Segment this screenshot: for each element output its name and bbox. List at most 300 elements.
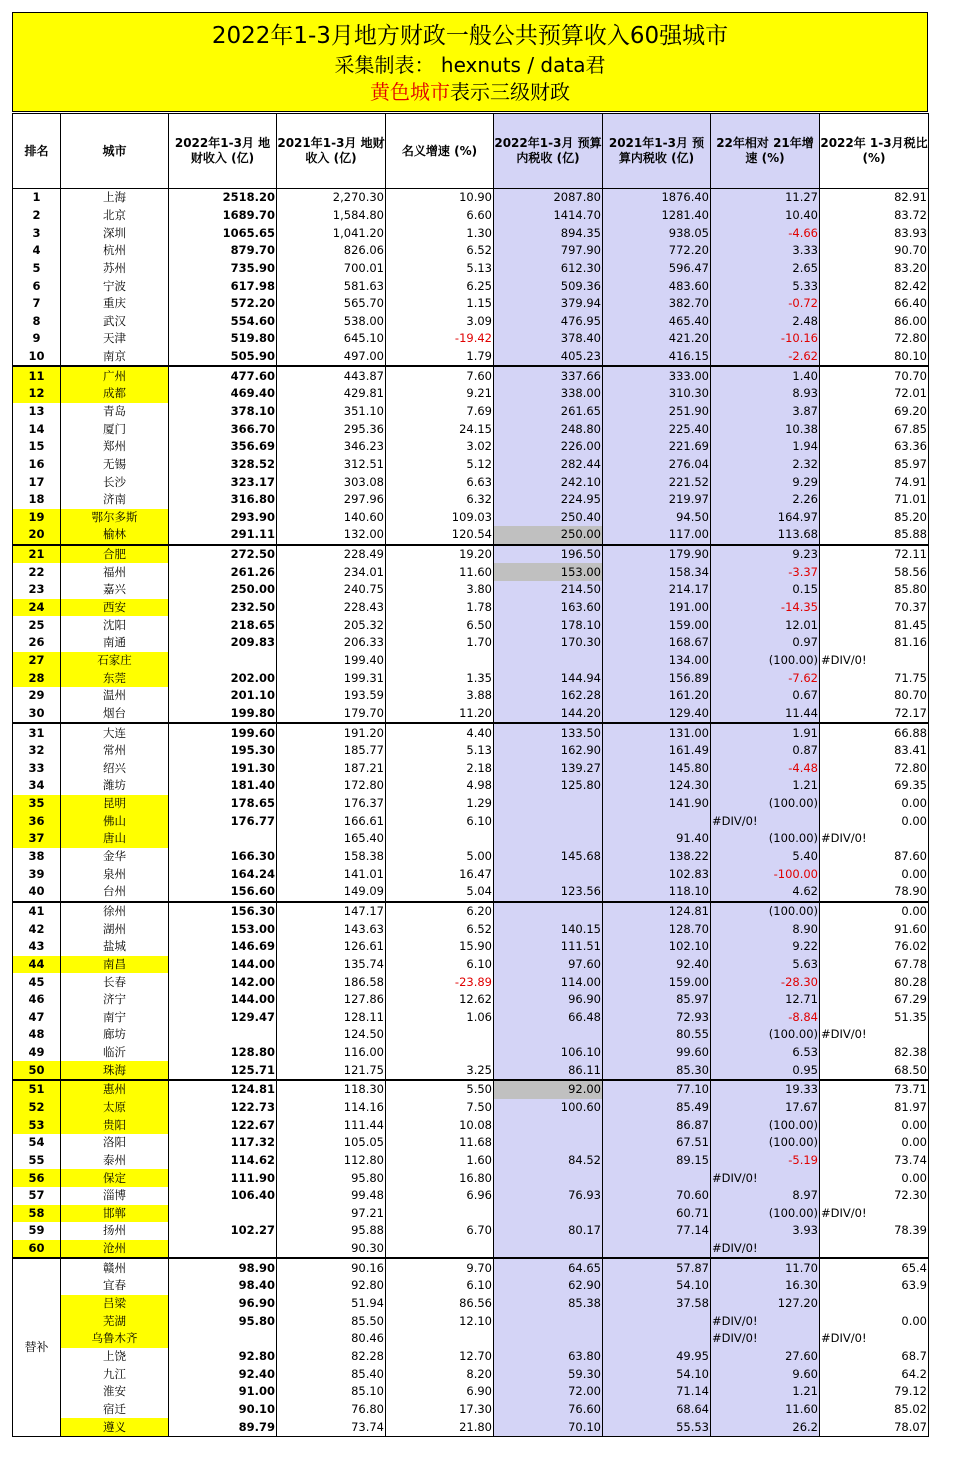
cell-rev2021: 581.63 (277, 277, 386, 295)
cell-rev2021: 105.05 (277, 1134, 386, 1152)
cell-rank: 41 (13, 902, 61, 921)
cell-tax2022: 106.10 (494, 1044, 603, 1062)
cell-tax2021: 91.40 (603, 830, 711, 848)
cell-rev2021: 114.16 (277, 1099, 386, 1117)
cell-tax-growth: 10.38 (711, 420, 820, 438)
cell-tax-growth: 0.67 (711, 687, 820, 705)
cell-tax-growth: 0.97 (711, 634, 820, 652)
cell-tax2022: 111.51 (494, 938, 603, 956)
cell-growth: -19.42 (386, 330, 494, 348)
cell-rev2021: 158.38 (277, 848, 386, 866)
cell-tax2022: 84.52 (494, 1152, 603, 1170)
cell-rank: 47 (13, 1008, 61, 1026)
cell-growth: 3.80 (386, 581, 494, 599)
table-row (13, 1330, 929, 1348)
cell-rev2022: 293.90 (169, 509, 277, 527)
cell-rank: 6 (13, 277, 61, 295)
cell-growth: 6.20 (386, 902, 494, 921)
table-row (13, 509, 929, 527)
cell-city: 廊坊 (61, 1026, 169, 1044)
cell-rev2022: 2518.20 (169, 189, 277, 207)
cell-tax-ratio: 87.60 (820, 848, 929, 866)
table-row (13, 1365, 929, 1383)
table-row (13, 1080, 929, 1099)
cell-rev2022: 477.60 (169, 366, 277, 385)
cell-tax-growth: -5.19 (711, 1152, 820, 1170)
cell-growth: 1.30 (386, 224, 494, 242)
table-row (13, 723, 929, 742)
cell-tax2022: 509.36 (494, 277, 603, 295)
cell-city: 泉州 (61, 865, 169, 883)
cell-growth: 4.98 (386, 777, 494, 795)
cell-tax2022: 97.60 (494, 956, 603, 974)
cell-tax2021: 382.70 (603, 295, 711, 313)
table-row (13, 1258, 929, 1277)
cell-tax-ratio: 80.10 (820, 348, 929, 367)
cell-growth: 16.80 (386, 1169, 494, 1187)
cell-tax-ratio: 78.07 (820, 1418, 929, 1436)
cell-tax-growth: 11.27 (711, 189, 820, 207)
cell-tax2022: 163.60 (494, 599, 603, 617)
cell-rev2021: 51.94 (277, 1295, 386, 1313)
cell-rank: 26 (13, 634, 61, 652)
header-rev2021: 2021年1-3月 地财收入 (亿) (277, 114, 386, 189)
cell-tax2022: 226.00 (494, 438, 603, 456)
cell-city: 合肥 (61, 545, 169, 564)
cell-rank: 29 (13, 687, 61, 705)
cell-tax2021: 416.15 (603, 348, 711, 367)
cell-rev2022: 356.69 (169, 438, 277, 456)
cell-tax-growth: 9.23 (711, 545, 820, 564)
cell-rev2021: 85.40 (277, 1365, 386, 1383)
cell-rev2022: 366.70 (169, 420, 277, 438)
cell-tax2022: 250.00 (494, 526, 603, 545)
cell-city: 重庆 (61, 295, 169, 313)
cell-rank: 16 (13, 456, 61, 474)
cell-tax-growth: 9.60 (711, 1365, 820, 1383)
cell-tax2022 (494, 1312, 603, 1330)
cell-tax-growth: -10.16 (711, 330, 820, 348)
cell-growth: 4.40 (386, 723, 494, 742)
cell-tax-growth: 11.70 (711, 1258, 820, 1277)
cell-tax-growth: 11.44 (711, 705, 820, 724)
cell-tax-growth: 6.53 (711, 1044, 820, 1062)
cell-rev2022 (169, 1330, 277, 1348)
table-row (13, 777, 929, 795)
table-row (13, 277, 929, 295)
cell-rev2022: 92.80 (169, 1348, 277, 1366)
cell-rank: 39 (13, 865, 61, 883)
cell-tax2021: 37.58 (603, 1295, 711, 1313)
cell-growth: 11.68 (386, 1134, 494, 1152)
table-row (13, 1026, 929, 1044)
cell-tax-ratio: 83.20 (820, 260, 929, 278)
cell-tax-growth: -0.72 (711, 295, 820, 313)
cell-rev2021: 112.80 (277, 1152, 386, 1170)
cell-city: 上海 (61, 189, 169, 207)
cell-rev2021: 826.06 (277, 242, 386, 260)
table-row (13, 456, 929, 474)
cell-tax2021: 138.22 (603, 848, 711, 866)
cell-city: 东莞 (61, 669, 169, 687)
cell-rev2021: 191.20 (277, 723, 386, 742)
cell-tax2021: 421.20 (603, 330, 711, 348)
cell-rank: 55 (13, 1152, 61, 1170)
cell-city: 石家庄 (61, 652, 169, 670)
table-row (13, 366, 929, 385)
cell-rank: 22 (13, 563, 61, 581)
cell-rank: 3 (13, 224, 61, 242)
cell-tax-growth: -3.37 (711, 563, 820, 581)
cell-tax-growth: 1.21 (711, 1383, 820, 1401)
cell-city: 烟台 (61, 705, 169, 724)
cell-growth: 3.88 (386, 687, 494, 705)
cell-tax2021: 1281.40 (603, 207, 711, 225)
cell-rev2022: 124.81 (169, 1080, 277, 1099)
cell-tax-ratio: 67.78 (820, 956, 929, 974)
cell-rev2021: 1,041.20 (277, 224, 386, 242)
legend-note (13, 79, 927, 106)
cell-tax-ratio: 64.2 (820, 1365, 929, 1383)
table-row (13, 260, 929, 278)
cell-rev2022: 272.50 (169, 545, 277, 564)
cell-tax2022 (494, 1169, 603, 1187)
cell-tax-growth: 9.22 (711, 938, 820, 956)
cell-tax2022: 114.00 (494, 973, 603, 991)
cell-tax-ratio: 68.7 (820, 1348, 929, 1366)
cell-rev2022: 128.80 (169, 1044, 277, 1062)
cell-tax-growth: (100.00) (711, 1116, 820, 1134)
cell-growth: 10.08 (386, 1116, 494, 1134)
cell-tax2022: 378.40 (494, 330, 603, 348)
cell-rev2022: 166.30 (169, 848, 277, 866)
table-row (13, 883, 929, 902)
cell-tax2021: 80.55 (603, 1026, 711, 1044)
cell-growth: 5.12 (386, 456, 494, 474)
cell-tax2022: 63.80 (494, 1348, 603, 1366)
cell-tax2022: 162.28 (494, 687, 603, 705)
cell-city: 潍坊 (61, 777, 169, 795)
cell-rank: 59 (13, 1222, 61, 1240)
cell-growth (386, 652, 494, 670)
cell-tax2022: 214.50 (494, 581, 603, 599)
cell-rev2021: 172.80 (277, 777, 386, 795)
cell-tax-growth: 8.93 (711, 385, 820, 403)
table-row (13, 563, 929, 581)
cell-tax-growth: 8.97 (711, 1187, 820, 1205)
cell-tax2022: 379.94 (494, 295, 603, 313)
cell-tax2022: 196.50 (494, 545, 603, 564)
table-row (13, 545, 929, 564)
cell-tax-growth: #DIV/0! (711, 1240, 820, 1259)
cell-rev2022: 554.60 (169, 312, 277, 330)
table-row (13, 1169, 929, 1187)
cell-rev2022: 195.30 (169, 742, 277, 760)
table-row (13, 760, 929, 778)
cell-growth: 12.10 (386, 1312, 494, 1330)
cell-rev2022: 96.90 (169, 1295, 277, 1313)
cell-rank: 38 (13, 848, 61, 866)
cell-tax-growth: 10.40 (711, 207, 820, 225)
cell-rev2021: 149.09 (277, 883, 386, 902)
cell-tax2022 (494, 652, 603, 670)
cell-tax-growth: -7.62 (711, 669, 820, 687)
cell-growth: 1.06 (386, 1008, 494, 1026)
cell-tax2022 (494, 830, 603, 848)
cell-tax-ratio: 81.16 (820, 634, 929, 652)
cell-tax2021: 131.00 (603, 723, 711, 742)
cell-rev2021: 73.74 (277, 1418, 386, 1436)
cell-growth: 3.02 (386, 438, 494, 456)
cell-rank: 56 (13, 1169, 61, 1187)
cell-growth: 2.18 (386, 760, 494, 778)
cell-tax2021: 117.00 (603, 526, 711, 545)
cell-tax-growth: 3.87 (711, 403, 820, 421)
cell-tax2021: 310.30 (603, 385, 711, 403)
cell-growth: 6.50 (386, 616, 494, 634)
cell-tax-growth: (100.00) (711, 1026, 820, 1044)
cell-growth: 3.25 (386, 1061, 494, 1080)
cell-growth: 9.70 (386, 1258, 494, 1277)
cell-growth (386, 830, 494, 848)
cell-tax2021: 124.81 (603, 902, 711, 921)
cell-rev2022: 378.10 (169, 403, 277, 421)
cell-rev2021: 95.80 (277, 1169, 386, 1187)
cell-rev2022: 122.73 (169, 1099, 277, 1117)
revenue-table (12, 113, 929, 1437)
cell-tax-ratio: 81.97 (820, 1099, 929, 1117)
cell-tax2022: 2087.80 (494, 189, 603, 207)
table-row (13, 1187, 929, 1205)
cell-rank: 23 (13, 581, 61, 599)
cell-tax2022: 80.17 (494, 1222, 603, 1240)
cell-tax2021: 156.89 (603, 669, 711, 687)
cell-rev2022: 111.90 (169, 1169, 277, 1187)
cell-tax-ratio: 73.74 (820, 1152, 929, 1170)
cell-tax-ratio: 67.29 (820, 991, 929, 1009)
cell-tax-ratio: 83.41 (820, 742, 929, 760)
cell-rev2022: 146.69 (169, 938, 277, 956)
cell-tax-growth: 11.60 (711, 1401, 820, 1419)
table-row (13, 385, 929, 403)
cell-tax-ratio (820, 1295, 929, 1313)
cell-tax2022: 96.90 (494, 991, 603, 1009)
cell-rev2022: 879.70 (169, 242, 277, 260)
cell-rev2022: 617.98 (169, 277, 277, 295)
cell-city: 上饶 (61, 1348, 169, 1366)
cell-tax-ratio: 66.40 (820, 295, 929, 313)
cell-rank: 25 (13, 616, 61, 634)
cell-tax-ratio: 71.01 (820, 491, 929, 509)
cell-city: 扬州 (61, 1222, 169, 1240)
cell-rank: 2 (13, 207, 61, 225)
cell-tax-ratio: 72.80 (820, 760, 929, 778)
cell-tax-ratio: 67.85 (820, 420, 929, 438)
cell-city: 惠州 (61, 1080, 169, 1099)
cell-rank: 46 (13, 991, 61, 1009)
cell-tax-growth: 3.33 (711, 242, 820, 260)
cell-rev2022: 735.90 (169, 260, 277, 278)
cell-tax2021: 772.20 (603, 242, 711, 260)
cell-tax-ratio: 0.00 (820, 1312, 929, 1330)
cell-tax2022: 72.00 (494, 1383, 603, 1401)
cell-rev2021: 228.43 (277, 599, 386, 617)
cell-rank: 54 (13, 1134, 61, 1152)
cell-rev2022: 316.80 (169, 491, 277, 509)
cell-tax2021: 938.05 (603, 224, 711, 242)
table-row (13, 438, 929, 456)
cell-tax-growth: 0.87 (711, 742, 820, 760)
cell-rank: 13 (13, 403, 61, 421)
cell-tax2021 (603, 1240, 711, 1259)
cell-growth: 5.13 (386, 742, 494, 760)
cell-city: 临沂 (61, 1044, 169, 1062)
table-row (13, 705, 929, 724)
cell-tax2021: 85.49 (603, 1099, 711, 1117)
cell-tax-ratio: 85.88 (820, 526, 929, 545)
author-line: 采集制表： hexnuts / data君 (334, 53, 606, 77)
table-row (13, 865, 929, 883)
cell-rev2021: 166.61 (277, 812, 386, 830)
cell-tax-ratio: 86.00 (820, 312, 929, 330)
cell-tax-ratio: 72.11 (820, 545, 929, 564)
table-row (13, 991, 929, 1009)
cell-tax2021: 276.04 (603, 456, 711, 474)
cell-rank: 52 (13, 1099, 61, 1117)
cell-tax-ratio: 83.93 (820, 224, 929, 242)
cell-growth (386, 1240, 494, 1259)
cell-tax-ratio: #DIV/0! (820, 1205, 929, 1223)
cell-rank: 7 (13, 295, 61, 313)
table-row (13, 1401, 929, 1419)
cell-tax2021: 77.10 (603, 1080, 711, 1099)
cell-city: 九江 (61, 1365, 169, 1383)
cell-tax-ratio: 82.91 (820, 189, 929, 207)
cell-rank: 50 (13, 1061, 61, 1080)
cell-rank: 57 (13, 1187, 61, 1205)
cell-growth: 12.62 (386, 991, 494, 1009)
cell-city: 南京 (61, 348, 169, 367)
cell-growth: 1.15 (386, 295, 494, 313)
cell-rev2022: 199.80 (169, 705, 277, 724)
cell-city: 广州 (61, 366, 169, 385)
cell-growth: 7.50 (386, 1099, 494, 1117)
cell-tax-ratio: 0.00 (820, 1169, 929, 1187)
cell-tax2021: 159.00 (603, 616, 711, 634)
cell-rev2022: 181.40 (169, 777, 277, 795)
cell-tax2021: 225.40 (603, 420, 711, 438)
cell-tax2021: 57.87 (603, 1258, 711, 1277)
table-row (13, 330, 929, 348)
cell-city: 淄博 (61, 1187, 169, 1205)
cell-rev2021: 97.21 (277, 1205, 386, 1223)
cell-city: 南宁 (61, 1008, 169, 1026)
cell-rank: 18 (13, 491, 61, 509)
cell-tax2021: 134.00 (603, 652, 711, 670)
cell-tax-ratio: 83.72 (820, 207, 929, 225)
cell-tax-growth: #DIV/0! (711, 1169, 820, 1187)
cell-rank: 44 (13, 956, 61, 974)
cell-rev2021: 143.63 (277, 920, 386, 938)
cell-city: 盐城 (61, 938, 169, 956)
table-row (13, 973, 929, 991)
cell-rank: 49 (13, 1044, 61, 1062)
cell-tax-growth: #DIV/0! (711, 812, 820, 830)
legend-text: 表示三级财政 (450, 80, 570, 104)
cell-rev2021: 297.96 (277, 491, 386, 509)
cell-tax-ratio: 85.02 (820, 1401, 929, 1419)
cell-rev2021: 85.50 (277, 1312, 386, 1330)
cell-rev2022: 98.90 (169, 1258, 277, 1277)
cell-tax2022: 261.65 (494, 403, 603, 421)
cell-tax-ratio: 0.00 (820, 1134, 929, 1152)
table-row (13, 1061, 929, 1080)
cell-tax2022: 153.00 (494, 563, 603, 581)
cell-rank: 20 (13, 526, 61, 545)
cell-tax-ratio: 68.50 (820, 1061, 929, 1080)
cell-rev2022 (169, 652, 277, 670)
cell-tax2022: 224.95 (494, 491, 603, 509)
cell-rank: 36 (13, 812, 61, 830)
cell-rank: 45 (13, 973, 61, 991)
cell-tax-growth: 2.26 (711, 491, 820, 509)
cell-tax-ratio: 58.56 (820, 563, 929, 581)
cell-tax-growth: #DIV/0! (711, 1312, 820, 1330)
cell-rev2021: 80.46 (277, 1330, 386, 1348)
cell-tax-ratio: #DIV/0! (820, 652, 929, 670)
cell-city: 吕梁 (61, 1295, 169, 1313)
cell-tax2021: 191.00 (603, 599, 711, 617)
cell-city: 洛阳 (61, 1134, 169, 1152)
cell-tax2021: 55.53 (603, 1418, 711, 1436)
table-row (13, 491, 929, 509)
cell-rank: 14 (13, 420, 61, 438)
cell-city: 无锡 (61, 456, 169, 474)
cell-tax2021: 77.14 (603, 1222, 711, 1240)
cell-tax2021 (603, 812, 711, 830)
cell-tax2021 (603, 1312, 711, 1330)
cell-tax-growth: 4.62 (711, 883, 820, 902)
table-row (13, 616, 929, 634)
cell-rev2021: 240.75 (277, 581, 386, 599)
cell-city: 嘉兴 (61, 581, 169, 599)
table-row (13, 812, 929, 830)
cell-growth: 6.52 (386, 920, 494, 938)
cell-rev2022: 232.50 (169, 599, 277, 617)
cell-rev2022: 291.11 (169, 526, 277, 545)
table-row (13, 1277, 929, 1295)
cell-city: 佛山 (61, 812, 169, 830)
cell-tax-ratio: 51.35 (820, 1008, 929, 1026)
cell-tax2021: 85.30 (603, 1061, 711, 1080)
cell-rev2022: 153.00 (169, 920, 277, 938)
cell-tax-growth: 16.30 (711, 1277, 820, 1295)
table-row (13, 1222, 929, 1240)
cell-city: 宿迁 (61, 1401, 169, 1419)
cell-tax2022: 76.60 (494, 1401, 603, 1419)
cell-rev2021: 186.58 (277, 973, 386, 991)
cell-rank: 43 (13, 938, 61, 956)
cell-growth: 11.20 (386, 705, 494, 724)
cell-rev2021: 165.40 (277, 830, 386, 848)
cell-tax2021: 251.90 (603, 403, 711, 421)
cell-city: 鄂尔多斯 (61, 509, 169, 527)
cell-rev2021: 443.87 (277, 366, 386, 385)
cell-rev2021: 127.86 (277, 991, 386, 1009)
cell-tax2022: 125.80 (494, 777, 603, 795)
cell-growth: 7.60 (386, 366, 494, 385)
cell-tax-growth: -28.30 (711, 973, 820, 991)
